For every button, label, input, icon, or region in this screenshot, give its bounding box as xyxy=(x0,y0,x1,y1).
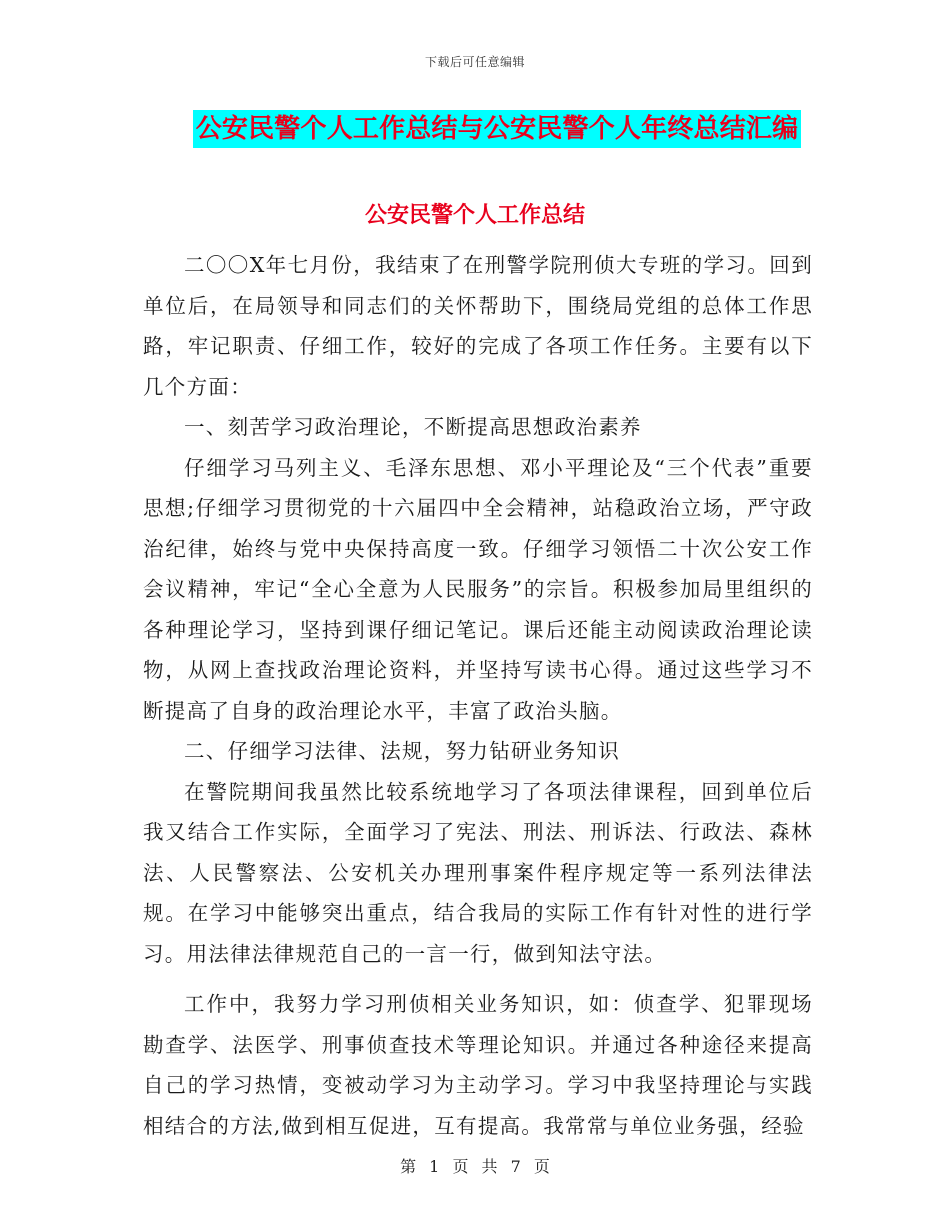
paragraph-intro: 二〇〇X年七月份，我结束了在刑警学院刑侦大专班的学习。回到单位后，在局领导和同志们的关怀帮助下，围绕局党组的总体工作思路，牢记职责、仔细工作，较好的完成了各项工作任务。主要有以下几个方面： xyxy=(143,253,813,399)
page-number-footer: 第 1 页 共 7 页 xyxy=(400,1157,550,1176)
heading-politics: 一、刻苦学习政治理论，不断提高思想政治素养 xyxy=(184,415,642,439)
paragraph-work: 工作中，我努力学习刑侦相关业务知识，如：侦查学、犯罪现场勘查学、法医学、刑事侦查技术等理论知识。并通过各种途径来提高自己的学习热情，变被动学习为主动学习。学习中我坚持理论与实践相结合的方法,做到相互促进，互有提高。我常常与单位业务强，经验 xyxy=(143,992,813,1138)
heading-law: 二、仔细学习法律、法规，努力钻研业务知识 xyxy=(184,739,620,763)
paragraph-law: 在警院期间我虽然比较系统地学习了各项法律课程，回到单位后我又结合工作实际，全面学习了宪法、刑法、刑诉法、行政法、森林法、人民警察法、公安机关办理刑事案件程序规定等一系列法律法规。在学习中能够突出重点，结合我局的实际工作有针对性的进行学习。用法律法律规范自己的一言一行，做到知法守法。 xyxy=(143,779,813,966)
main-title: 公安民警个人工作总结与公安民警个人年终总结汇编 xyxy=(195,114,799,144)
header-note: 下载后可任意编辑 xyxy=(424,55,525,69)
main-title-highlight xyxy=(193,110,801,148)
paragraph-politics: 仔细学习马列主义、毛泽东思想、邓小平理论及“三个代表”重要思想;仔细学习贯彻党的十六届四中全会精神，站稳政治立场，严守政治纪律，始终与党中央保持高度一致。仔细学习领悟二十次公安工作会议精神，牢记“全心全意为人民服务”的宗旨。积极参加局里组织的各种理论学习，坚持到课仔细记笔记。课后还能主动阅读政治理论读物，从网上查找政治理论资料，并坚持写读书心得。通过这些学习不断提高了自身的政治理论水平，丰富了政治头脑。 xyxy=(143,455,813,723)
section-title: 公安民警个人工作总结 xyxy=(364,203,585,228)
document-body xyxy=(143,245,813,1146)
